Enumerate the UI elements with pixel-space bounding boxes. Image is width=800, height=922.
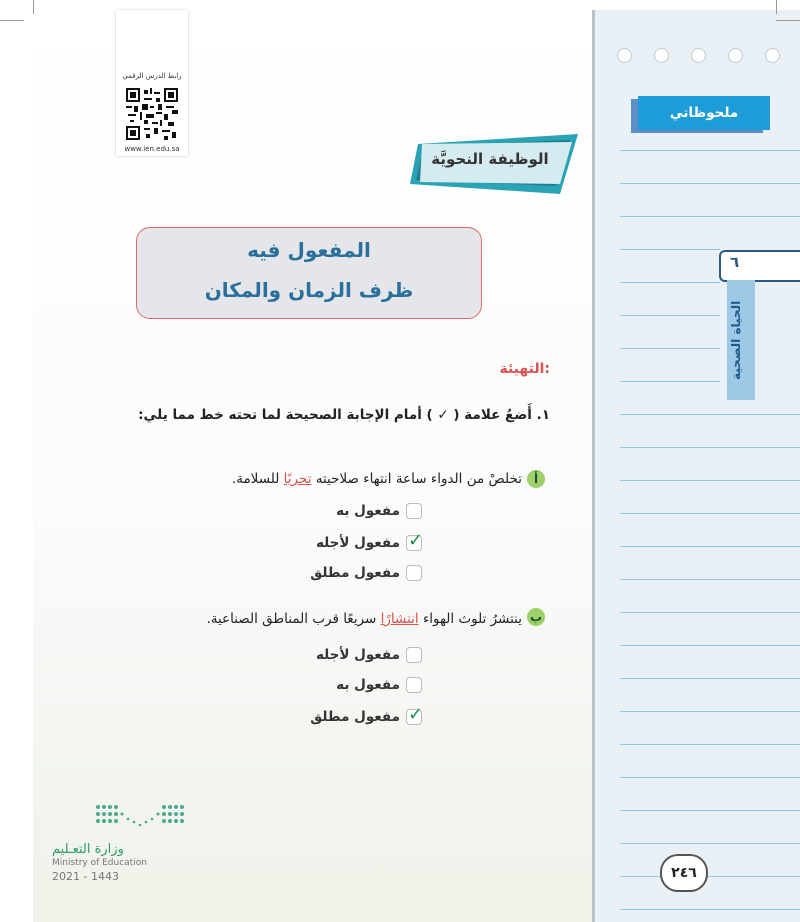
notes-label: ملحوظاتي xyxy=(638,96,770,130)
edition-year: 2021 - 1443 xyxy=(52,870,119,883)
option-row[interactable] xyxy=(315,530,424,551)
lesson-subtitle: ظرف الزمان والمكان xyxy=(204,278,414,302)
lesson-title: المفعول فيه xyxy=(247,238,371,262)
ruled-line xyxy=(620,909,800,910)
crop-mark xyxy=(776,20,800,21)
checkbox[interactable] xyxy=(406,530,424,551)
ruled-line xyxy=(620,249,720,250)
crop-mark xyxy=(0,20,24,21)
ruled-line xyxy=(620,447,800,448)
sentence-part: ينتشرُ تلوث الهواء xyxy=(418,611,522,627)
binder-hole xyxy=(728,48,743,63)
ruled-line xyxy=(620,612,800,613)
checkbox[interactable] xyxy=(406,647,422,663)
ruled-line xyxy=(620,678,800,679)
ruled-line xyxy=(620,315,720,316)
checkbox[interactable] xyxy=(406,677,422,693)
binder-hole xyxy=(617,48,632,63)
ruled-line xyxy=(620,777,800,778)
option-label: مفعول مطلق xyxy=(310,709,400,725)
checkbox[interactable] xyxy=(406,503,422,519)
notes-page xyxy=(595,10,800,922)
ruled-line xyxy=(620,645,800,646)
ruled-line xyxy=(620,282,720,283)
ruled-line xyxy=(620,843,800,844)
qr-card[interactable] xyxy=(116,10,188,156)
question-letter: أ xyxy=(527,470,545,488)
underlined-word: تحريًا xyxy=(283,471,312,487)
ruled-line xyxy=(620,810,800,811)
ruled-line xyxy=(620,513,800,514)
underlined-word: انتشارًا xyxy=(380,611,419,627)
check-mark-icon: ✓ xyxy=(408,704,424,725)
question-sentence xyxy=(206,611,522,627)
exercise-instruction: ١. أَضعُ علامة ( ✓ ) أمام الإجابة الصحيحة لما تحته خط مما يلي: xyxy=(138,407,550,423)
page-number: ٢٤٦ xyxy=(660,854,708,892)
page-divider xyxy=(592,10,595,922)
crop-mark xyxy=(776,0,777,14)
option-row[interactable] xyxy=(336,677,422,693)
ruled-line xyxy=(620,183,800,184)
section-label: الوظيفة النحويَّة xyxy=(431,150,549,168)
ruled-line xyxy=(620,876,800,877)
ministry-name-english: Ministry of Education xyxy=(52,858,147,868)
ruled-line xyxy=(620,150,800,151)
ruled-line xyxy=(620,414,800,415)
question-letter: ب xyxy=(527,608,545,626)
option-row[interactable] xyxy=(310,704,424,725)
ruled-line xyxy=(620,711,800,712)
ruled-line xyxy=(620,744,800,745)
option-label: مفعول به xyxy=(336,677,400,693)
ruled-line xyxy=(620,546,800,547)
ruled-line xyxy=(620,579,800,580)
ministry-name-arabic: وزارة التعـليم xyxy=(52,842,124,857)
check-mark-icon: ✓ xyxy=(408,530,424,551)
ruled-line xyxy=(620,480,800,481)
option-label: مفعول لأجله xyxy=(315,647,400,663)
checkbox[interactable] xyxy=(406,565,422,581)
option-row[interactable] xyxy=(336,503,422,519)
warmup-heading: التهيئة: xyxy=(499,361,550,377)
sentence-part: سريعًا قرب المناطق الصناعية. xyxy=(206,611,381,627)
sentence-part: تخلصْ من الدواء ساعة انتهاء صلاحيته xyxy=(311,471,522,487)
option-label: مفعول به xyxy=(336,503,400,519)
qr-title: رابط الدرس الرقمي xyxy=(122,72,182,80)
question-sentence xyxy=(232,471,522,487)
unit-name: الحياة الصحية xyxy=(729,300,743,380)
ruled-line xyxy=(620,216,800,217)
lesson-title-box xyxy=(136,227,482,319)
qr-url[interactable]: www.ien.edu.sa xyxy=(124,145,180,153)
option-label: مفعول لأجله xyxy=(315,535,400,551)
ruled-line xyxy=(620,348,720,349)
option-row[interactable] xyxy=(316,647,422,663)
ministry-logo-icon xyxy=(94,803,186,831)
binder-hole xyxy=(691,48,706,63)
crop-mark xyxy=(33,0,34,14)
checkbox[interactable] xyxy=(406,704,424,725)
binder-hole xyxy=(765,48,780,63)
ruled-line xyxy=(620,381,720,382)
binder-hole xyxy=(654,48,669,63)
option-label: مفعول مطلق xyxy=(310,565,400,581)
qr-code-icon[interactable] xyxy=(126,88,178,140)
unit-number: ٦ xyxy=(730,253,740,271)
sentence-part: للسلامة. xyxy=(231,471,284,487)
option-row[interactable] xyxy=(310,565,422,581)
